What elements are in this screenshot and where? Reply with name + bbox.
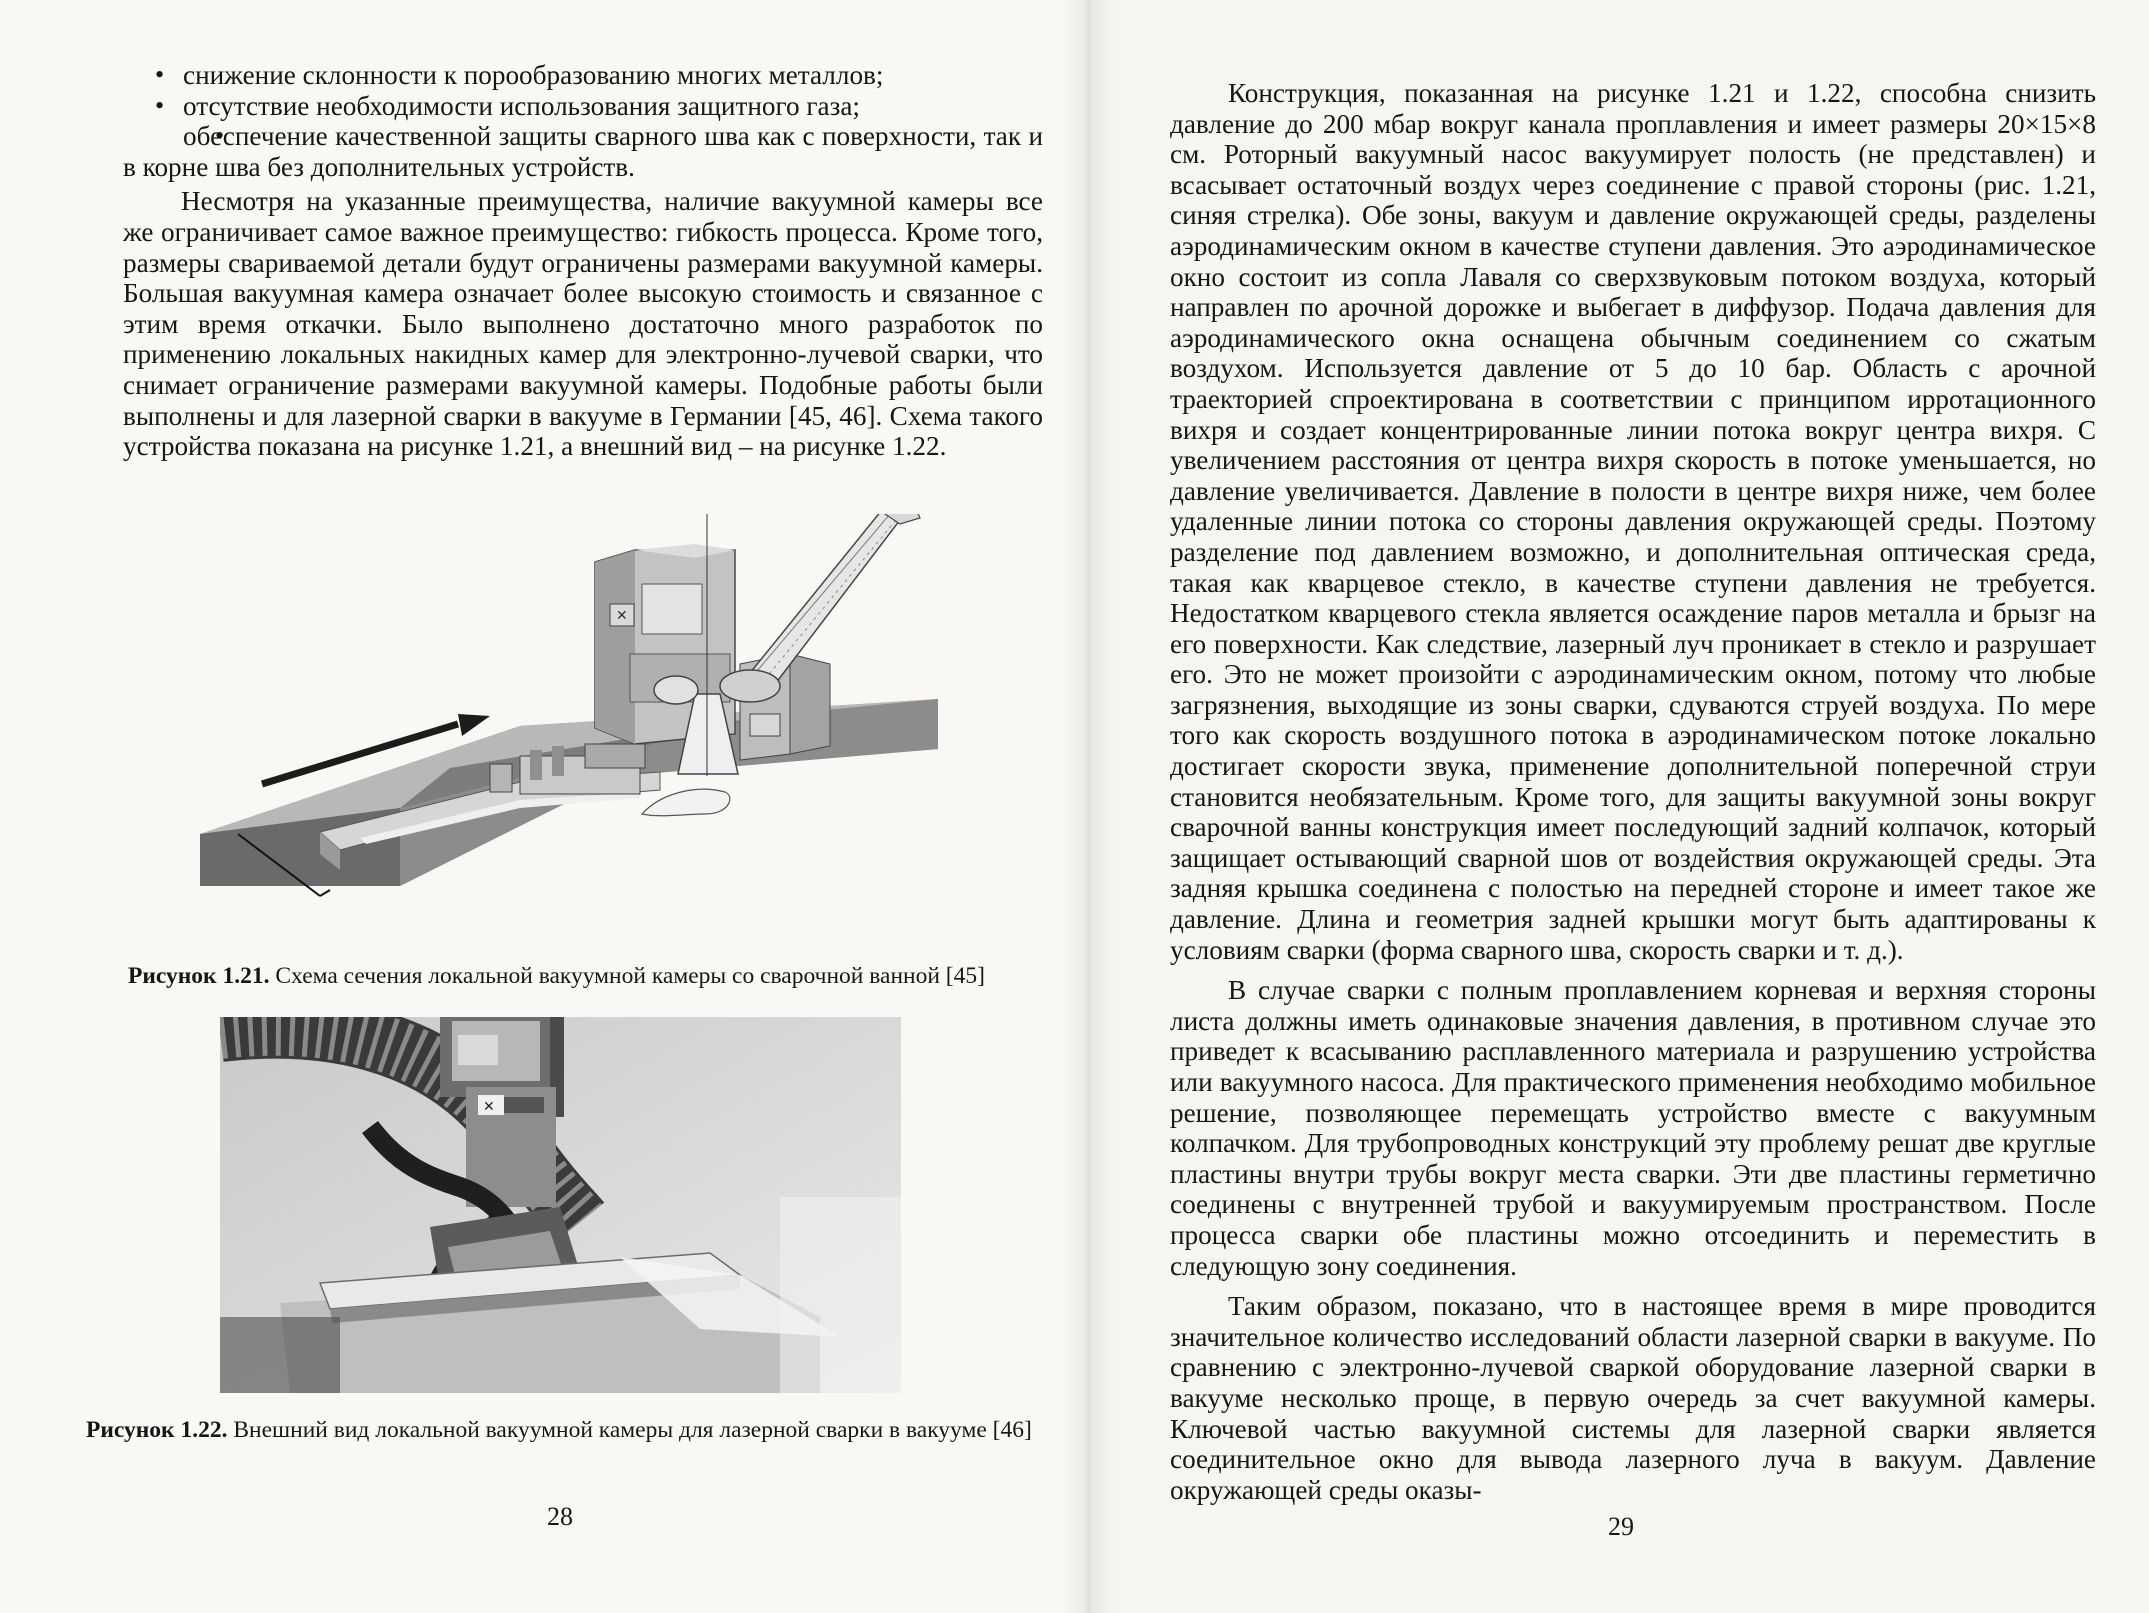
figure-label: Рисунок 1.22. <box>86 1417 228 1443</box>
body-paragraph: Таким образом, показано, что в настоящее время в мире проводится значительное количество исследований области лазерной сварки в вакууме. По сравнению с электронно-лучевой сваркой оборудование лазерной сварки в вакууме несколько проще, в первую очередь за счет вакуумной камеры. Ключевой частью вакуумной системы для лазерной сварки является соединительное окно для вывода лазерного луча в вакуум. Давление окружающей среды оказы- <box>1170 1291 2096 1505</box>
list-item: • снижение склонности к порообразованию многих металлов; <box>123 60 1043 91</box>
body-paragraph: Конструкция, показанная на рисунке 1.21 и 1.22, способна снизить давление до 200 мбар вокруг канала проплавления и имеет размеры 20×15×8 см. Роторный вакуумный насос вакуумирует полость (не представлен) и всасывает остаточный воздух через соединение с правой стороны (рис. 1.21, синяя стрелка). Обе зоны, вакуум и давление окружающей среды, разделены аэродинамическим окном в качестве ступени давления. Это аэродинамическое окно состоит из сопла Лаваля со сверхзвуковым потоком воздуха, который направлен по арочной дорожке и выбегает в диффузор. Подача давления для аэродинамического окна оснащена обычным соединением со сжатым воздухом. Используется давление от 5 до 10 бар. Область с арочной траекторией спроектирована в соответствии с принципом ирротационного вихря и создает концентрированные линии потока вокруг центра вихря. С увеличением расстояния от центра вихря скорость в потоке уменьшается, но давление увеличивается. Давление в полости в центре вихря ниже, чем более удаленные линии потока со стороны давления окружающей среды. Поэтому разделение под давлением возможно, и дополнительная оптическая среда, такая как кварцевое стекло, в качестве ступени давления не требуется. Недостатком кварцевого стекла является осаждение паров металла и брызг на его поверхности. Как следствие, лазерный луч проникает в стекло и разрушает его. Это не может произойти с аэродинамическим окном, потому что любые загрязнения, выходящие из зоны сварки, сдуваются струей воздуха. По мере того как скорость воздушного потока в аэродинамическом потоке локально достигает скорости звука, применение дополнительной поперечной струи становится необязательным. Кроме того, для защиты вакуумной зоны вокруг сварочной ванны конструкция имеет последующий задний колпачок, который защищает остывающий сварной шов от воздействия окружающей среды. Эта задняя крышка соединена с полостью на передней стороне и имеет такое же давление. Длина и геометрия задней крышки могут быть адаптированы к условиям сварки (форма сварного шва, скорость сварки и т. д.). <box>1170 78 2096 965</box>
advantages-list <box>123 60 1043 182</box>
page-number-left: 28 <box>547 1502 573 1531</box>
list-item: • отсутствие необходимости использования защитного газа; <box>123 91 1043 122</box>
svg-text:✕: ✕ <box>483 1098 495 1114</box>
svg-text:✕: ✕ <box>616 607 628 623</box>
figure-caption-text: Схема сечения локальной вакуумной камеры со сварочной ванной [45] <box>275 963 985 989</box>
figure-1-22-photo <box>220 1017 901 1393</box>
figure-1-21-caption <box>128 962 985 990</box>
body-paragraph: В случае сварки с полным проплавлением корневая и верхняя стороны листа должны иметь одинаковые значения давления, в противном случае это приведет к всасыванию расплавленного материала и разрушению устройства или вакуумного насоса. Для практического применения необходимо мобильное решение, позволяющее перемещать устройство вместе с вакуумным колпачком. Для трубопроводных конструкций эту проблему решат две круглые пластины внутри трубы вокруг места сварки. Эти две пластины герметично соединены с внутренней трубой и вакуумируемым пространством. После процесса сварки обе пластины можно отсоединить и переместить в следующую зону соединения. <box>1170 975 2096 1281</box>
left-text-column <box>123 60 1043 462</box>
figure-caption-text: Внешний вид локальной вакуумной камеры для лазерной сварки в вакууме [46] <box>233 1417 1032 1443</box>
right-text-column <box>1170 78 2096 1505</box>
figure-1-21-schematic <box>190 514 950 954</box>
figure-1-22-caption <box>86 1416 1032 1444</box>
page-number-right: 29 <box>1608 1512 1634 1541</box>
figure-label: Рисунок 1.21. <box>128 963 270 989</box>
list-item: • обеспечение качественной защиты сварного шва как с поверхности, так и в корне шва без дополнительных устройств. <box>123 121 1043 182</box>
body-paragraph: Несмотря на указанные преимущества, наличие вакуумной камеры все же ограничивает самое важное преимущество: гибкость процесса. Кроме того, размеры свариваемой детали будут ограничены размерами вакуумной камеры. Большая вакуумная камера означает более высокую стоимость и связанное с этим время откачки. Было выполнено достаточно много разработок по применению локальных накидных камер для электронно-лучевой сварки, что снимает ограничение размерами вакуумной камеры. Подобные работы были выполнены и для лазерной сварки в вакууме в Германии [45, 46]. Схема такого устройства показана на рисунке 1.21, а внешний вид – на рисунке 1.22. <box>123 186 1043 462</box>
